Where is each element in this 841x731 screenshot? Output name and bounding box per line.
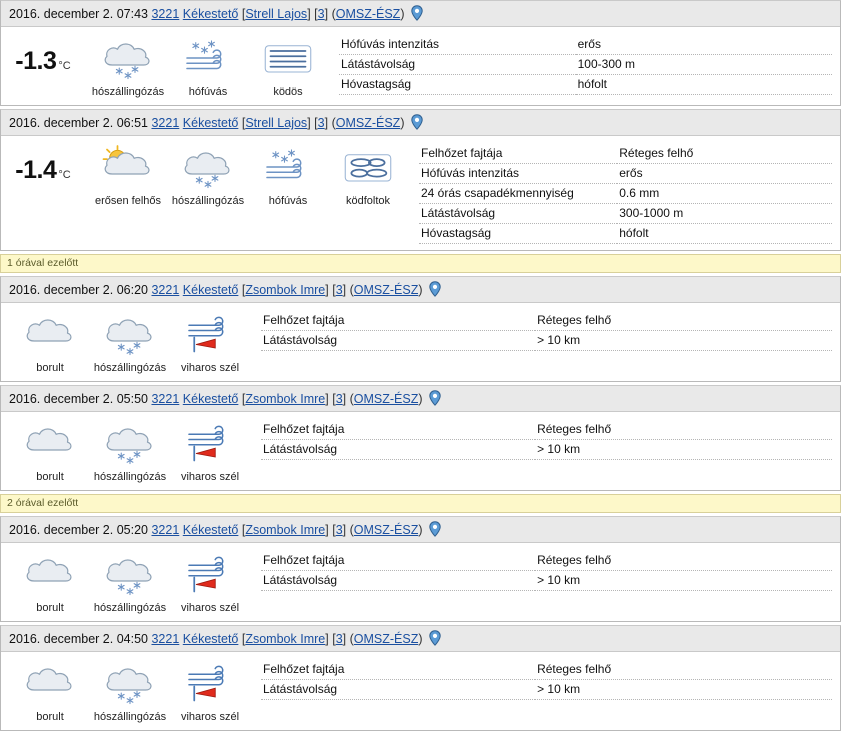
paren-close: )	[400, 7, 405, 21]
map-pin-icon[interactable]	[423, 523, 442, 537]
report-date: 2016. december 2. 04:50	[9, 632, 148, 646]
paren-open: (	[349, 392, 354, 406]
stormy-wind-icon	[171, 416, 249, 470]
source-link[interactable]: OMSZ-ÉSZ	[335, 116, 401, 130]
snow-drift-icon	[91, 416, 169, 470]
weather-icon-group	[1, 307, 251, 375]
bracket-open: [	[241, 116, 246, 130]
weather-phenomenon	[169, 140, 247, 208]
weather-icon-group	[1, 656, 251, 724]
map-pin-icon[interactable]	[405, 7, 424, 21]
report-header	[1, 1, 840, 27]
station-id-link[interactable]: 3221	[151, 7, 180, 21]
bracket-close: ]	[342, 392, 347, 406]
report-count-link[interactable]: 3	[335, 632, 343, 646]
station-id-link[interactable]: 3221	[151, 283, 180, 297]
report-body	[1, 27, 840, 105]
weather-phenomenon-label: hófúvás	[188, 86, 228, 98]
snow-drift-icon	[91, 547, 169, 601]
observation-table	[261, 311, 832, 351]
report-count-link[interactable]: 3	[317, 116, 325, 130]
observation-value: > 10 km	[535, 680, 832, 700]
report-body	[1, 136, 840, 250]
observation-key: Felhőzet fajtája	[261, 660, 535, 680]
observation-key: Felhőzet fajtája	[261, 420, 535, 440]
weather-phenomenon	[11, 307, 89, 375]
weather-phenomenon	[249, 140, 327, 208]
fog-patches-icon	[329, 140, 407, 194]
weather-phenomenon-label: viharos szél	[180, 362, 240, 374]
weather-phenomenon-label: borult	[36, 602, 64, 614]
overcast-icon	[11, 656, 89, 710]
bracket-open: [	[332, 283, 336, 297]
bracket-close: ]	[307, 116, 311, 130]
observation-key: Látástávolság	[261, 680, 535, 700]
blowing-snow-icon	[169, 31, 247, 85]
bracket-close: ]	[325, 523, 329, 537]
snow-drift-icon	[91, 307, 169, 361]
observation-row	[419, 164, 832, 184]
observation-key: 24 órás csapadékmennyiség	[419, 184, 617, 204]
report-header	[1, 277, 840, 303]
observation-table	[419, 144, 832, 244]
observation-table-wrapper	[251, 307, 840, 351]
bracket-close: ]	[325, 632, 329, 646]
observation-value: Réteges felhő	[535, 311, 832, 331]
observation-table-wrapper	[251, 656, 840, 700]
observation-report	[0, 0, 841, 106]
report-date: 2016. december 2. 05:50	[9, 392, 148, 406]
paren-close: )	[418, 392, 423, 406]
station-id-link[interactable]: 3221	[151, 523, 180, 537]
bracket-open: [	[241, 7, 246, 21]
weather-phenomenon	[329, 140, 407, 208]
observation-row	[419, 184, 832, 204]
mostly-cloudy-sun-icon	[89, 140, 167, 194]
paren-open: (	[331, 116, 336, 130]
observation-row	[261, 420, 832, 440]
snow-drift-icon	[169, 140, 247, 194]
report-body	[1, 543, 840, 621]
map-pin-icon[interactable]	[423, 392, 442, 406]
weather-phenomenon	[171, 307, 249, 375]
observation-key: Látástávolság	[261, 440, 535, 460]
source-link[interactable]: OMSZ-ÉSZ	[335, 7, 401, 21]
weather-phenomenon-label: ködös	[273, 86, 303, 98]
station-id-link[interactable]: 3221	[151, 392, 180, 406]
overcast-icon	[11, 416, 89, 470]
observation-row	[261, 660, 832, 680]
observation-key: Felhőzet fajtája	[419, 144, 617, 164]
overcast-icon	[11, 547, 89, 601]
weather-phenomenon-label: hószállingózás	[93, 471, 167, 483]
source-link[interactable]: OMSZ-ÉSZ	[353, 523, 419, 537]
weather-icon-group	[1, 416, 251, 484]
observation-row	[419, 204, 832, 224]
report-body	[1, 412, 840, 490]
bracket-open: [	[241, 283, 246, 297]
observation-value: Réteges felhő	[535, 551, 832, 571]
weather-phenomenon-label: borult	[36, 362, 64, 374]
observation-table-wrapper	[251, 547, 840, 591]
observer-link[interactable]: Zsombok Imre	[245, 632, 326, 646]
report-body	[1, 303, 840, 381]
observer-link[interactable]: Zsombok Imre	[245, 283, 326, 297]
observer-link[interactable]: Strell Lajos	[245, 116, 308, 130]
report-count-link[interactable]: 3	[335, 392, 343, 406]
observation-row	[261, 571, 832, 591]
observation-table	[261, 660, 832, 700]
bracket-open: [	[241, 523, 246, 537]
weather-phenomenon-label: hószállingózás	[171, 195, 245, 207]
paren-open: (	[349, 283, 354, 297]
observer-link[interactable]: Zsombok Imre	[245, 523, 326, 537]
observation-report	[0, 516, 841, 622]
observation-row	[261, 551, 832, 571]
bracket-close: ]	[307, 7, 311, 21]
observation-table-wrapper	[329, 31, 840, 95]
weather-icon-group	[85, 140, 409, 208]
map-pin-icon[interactable]	[423, 632, 442, 646]
report-count-link[interactable]: 3	[317, 7, 325, 21]
observer-link[interactable]: Strell Lajos	[245, 7, 308, 21]
map-pin-icon[interactable]	[423, 283, 442, 297]
observation-row	[419, 144, 832, 164]
observation-key: Látástávolság	[339, 55, 576, 75]
time-ago-separator: 2 órával ezelőtt	[0, 494, 841, 513]
bracket-close: ]	[342, 283, 347, 297]
paren-close: )	[418, 523, 423, 537]
bracket-close: ]	[324, 7, 329, 21]
weather-phenomenon-label: hószállingózás	[93, 362, 167, 374]
station-id-link[interactable]: 3221	[151, 116, 180, 130]
source-link[interactable]: OMSZ-ÉSZ	[353, 283, 419, 297]
observation-key: Látástávolság	[261, 331, 535, 351]
observation-key: Látástávolság	[261, 571, 535, 591]
weather-phenomenon	[249, 31, 327, 99]
observation-key: Hófúvás intenzitás	[419, 164, 617, 184]
observation-row	[261, 440, 832, 460]
bracket-open: [	[332, 392, 336, 406]
weather-phenomenon-label: ködfoltok	[345, 195, 391, 207]
observer-link[interactable]: Zsombok Imre	[245, 392, 326, 406]
observation-table	[261, 551, 832, 591]
observation-key: Felhőzet fajtája	[261, 311, 535, 331]
weather-phenomenon-label: viharos szél	[180, 471, 240, 483]
overcast-icon	[11, 307, 89, 361]
temperature-block	[1, 140, 85, 185]
observation-value: > 10 km	[535, 331, 832, 351]
report-date: 2016. december 2. 06:20	[9, 283, 148, 297]
observation-key: Hófúvás intenzitás	[339, 35, 576, 55]
bracket-close: ]	[342, 632, 347, 646]
report-header	[1, 517, 840, 543]
weather-phenomenon	[91, 547, 169, 615]
paren-open: (	[349, 523, 354, 537]
observation-value: erős	[617, 164, 832, 184]
observation-report	[0, 109, 841, 251]
observation-table-wrapper	[251, 416, 840, 460]
weather-phenomenon	[171, 656, 249, 724]
weather-phenomenon-label: borult	[36, 471, 64, 483]
observation-value: Réteges felhő	[617, 144, 832, 164]
station-name-link[interactable]: Kékestető	[182, 7, 239, 21]
weather-phenomenon	[11, 547, 89, 615]
weather-phenomenon	[171, 416, 249, 484]
weather-phenomenon	[169, 31, 247, 99]
stormy-wind-icon	[171, 656, 249, 710]
station-name-link[interactable]: Kékestető	[182, 632, 239, 646]
observation-report	[0, 625, 841, 731]
report-count-link[interactable]: 3	[335, 283, 343, 297]
stormy-wind-icon	[171, 547, 249, 601]
paren-close: )	[418, 283, 423, 297]
report-date: 2016. december 2. 05:20	[9, 523, 148, 537]
weather-phenomenon	[89, 140, 167, 208]
weather-phenomenon-label: hófúvás	[268, 195, 308, 207]
temperature-unit: °C	[58, 60, 71, 72]
weather-phenomenon	[91, 307, 169, 375]
source-link[interactable]: OMSZ-ÉSZ	[353, 632, 419, 646]
source-link[interactable]: OMSZ-ÉSZ	[353, 392, 419, 406]
observation-value: Réteges felhő	[535, 420, 832, 440]
station-name-link[interactable]: Kékestető	[182, 523, 239, 537]
bracket-open: [	[314, 116, 318, 130]
station-id-link[interactable]: 3221	[151, 632, 180, 646]
observation-value: hófolt	[576, 75, 832, 95]
time-ago-separator: 1 órával ezelőtt	[0, 254, 841, 273]
bracket-close: ]	[342, 523, 347, 537]
observation-value: 300-1000 m	[617, 204, 832, 224]
weather-phenomenon	[11, 656, 89, 724]
fog-icon	[249, 31, 327, 85]
report-date: 2016. december 2. 06:51	[9, 116, 148, 130]
snow-drift-icon	[89, 31, 167, 85]
observation-value: Réteges felhő	[535, 660, 832, 680]
report-header	[1, 110, 840, 136]
observation-row	[261, 331, 832, 351]
weather-phenomenon-label: hószállingózás	[91, 86, 165, 98]
observation-table	[261, 420, 832, 460]
observation-value: hófolt	[617, 224, 832, 244]
observation-row	[419, 224, 832, 244]
station-name-link[interactable]: Kékestető	[182, 283, 239, 297]
paren-close: )	[418, 632, 423, 646]
bracket-open: [	[241, 392, 246, 406]
observation-row	[261, 311, 832, 331]
weather-phenomenon-label: erősen felhős	[94, 195, 162, 207]
snow-drift-icon	[91, 656, 169, 710]
observation-value: > 10 km	[535, 440, 832, 460]
observation-value: > 10 km	[535, 571, 832, 591]
weather-phenomenon-label: viharos szél	[180, 711, 240, 723]
observation-value: erős	[576, 35, 832, 55]
observation-value: 0.6 mm	[617, 184, 832, 204]
paren-open: (	[331, 7, 336, 21]
weather-phenomenon-label: hószállingózás	[93, 602, 167, 614]
station-name-link[interactable]: Kékestető	[182, 116, 239, 130]
weather-phenomenon-label: hószállingózás	[93, 711, 167, 723]
report-header	[1, 626, 840, 652]
report-date: 2016. december 2. 07:43	[9, 7, 148, 21]
weather-phenomenon	[91, 416, 169, 484]
stormy-wind-icon	[171, 307, 249, 361]
paren-open: (	[349, 632, 354, 646]
weather-phenomenon	[171, 547, 249, 615]
temperature-value: -1.3	[15, 47, 57, 75]
bracket-close: ]	[324, 116, 329, 130]
observation-table-wrapper	[409, 140, 840, 244]
observation-value: 100-300 m	[576, 55, 832, 75]
bracket-close: ]	[325, 283, 329, 297]
temperature-block	[1, 31, 85, 76]
observation-key: Látástávolság	[419, 204, 617, 224]
weather-phenomenon	[11, 416, 89, 484]
map-pin-icon[interactable]	[405, 116, 424, 130]
weather-phenomenon-label: viharos szél	[180, 602, 240, 614]
paren-close: )	[400, 116, 405, 130]
observation-table	[339, 35, 832, 95]
weather-icon-group	[1, 547, 251, 615]
observation-row	[261, 680, 832, 700]
report-count-link[interactable]: 3	[335, 523, 343, 537]
bracket-close: ]	[325, 392, 329, 406]
weather-phenomenon	[91, 656, 169, 724]
weather-phenomenon	[89, 31, 167, 99]
bracket-open: [	[332, 523, 336, 537]
temperature-unit: °C	[58, 169, 71, 181]
bracket-open: [	[332, 632, 336, 646]
observation-key: Felhőzet fajtája	[261, 551, 535, 571]
observation-report	[0, 276, 841, 382]
observation-row	[339, 75, 832, 95]
weather-phenomenon-label: borult	[36, 711, 64, 723]
bracket-open: [	[241, 632, 246, 646]
observation-key: Hóvastagság	[419, 224, 617, 244]
observation-row	[339, 55, 832, 75]
report-body	[1, 652, 840, 730]
observation-key: Hóvastagság	[339, 75, 576, 95]
observation-row	[339, 35, 832, 55]
blowing-snow-icon	[249, 140, 327, 194]
observation-report	[0, 385, 841, 491]
weather-icon-group	[85, 31, 329, 99]
station-name-link[interactable]: Kékestető	[182, 392, 239, 406]
bracket-open: [	[314, 7, 318, 21]
report-header	[1, 386, 840, 412]
temperature-value: -1.4	[15, 156, 57, 184]
